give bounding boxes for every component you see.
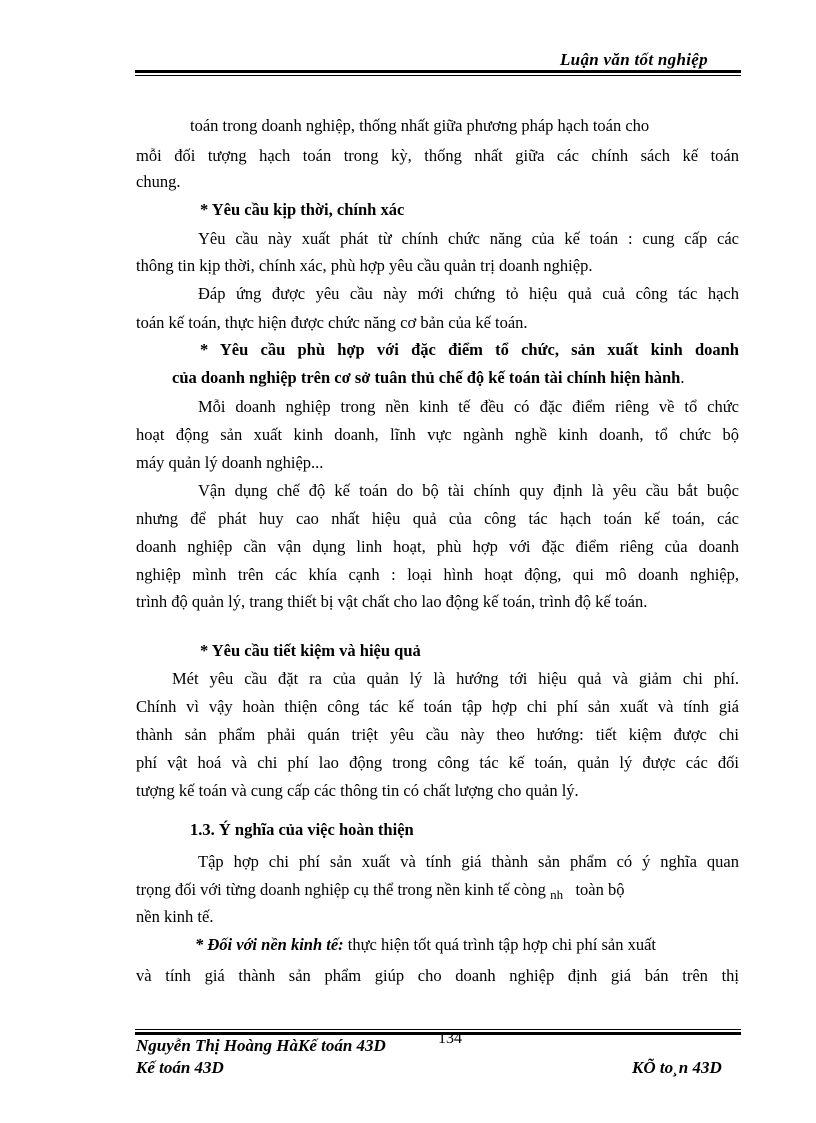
paragraph-line: phí vật hoá và chi phí lao động trong công tác kế toán, quản lý được các đối xyxy=(136,753,739,772)
paragraph-line: nghiệp mình trên các khía cạnh : loại hình hoạt động, qui mô doanh nghiệp, xyxy=(136,565,739,584)
paragraph-line: trọng đối với từng doanh nghiệp cụ thể trong nền kinh tế còng $_{nh}$ toàn bộ xyxy=(136,880,625,902)
paragraph-line: Chính vì vậy hoàn thiện công tác kế toán tập hợp chi phí sản xuất và tính giá xyxy=(136,697,739,716)
paragraph-line: toán kế toán, thực hiện được chức năng cơ bản của kế toán. xyxy=(136,313,528,332)
paragraph-line: mỗi đối tượng hạch toán trong kỳ, thống nhất giữa các chính sách kế toán xyxy=(136,146,739,165)
paragraph-line: Vận dụng chế độ kế toán do bộ tài chính quy định là yêu cầu bắt buộc xyxy=(198,481,739,500)
footer-author: Nguyễn Thị Hoàng HàKế toán 43D xyxy=(136,1036,386,1055)
paragraph-line: và tính giá thành sản phẩm giúp cho doanh nghiệp định giá bán trên thị xyxy=(136,966,739,985)
paragraph-line: nhưng để phát huy cao nhất hiệu quả của công tác hạch toán kế toán, các xyxy=(136,509,739,528)
paragraph-line: Mét yêu cầu đặt ra của quản lý là hướng tới hiệu quả và giảm chi phí. xyxy=(172,669,739,688)
running-header-title: Luận văn tốt nghiệp xyxy=(560,50,708,69)
paragraph-line: chung. xyxy=(136,172,181,191)
footer-class-right: KÕ to¸n 43D xyxy=(632,1058,722,1077)
paragraph-line: Mỗi doanh nghiệp trong nền kinh tế đều có đặc điểm riêng về tổ chức xyxy=(198,397,739,416)
paragraph-line: doanh nghiệp cần vận dụng linh hoạt, phù hợp với đặc điểm riêng của doanh xyxy=(136,537,739,556)
section-heading: * Yêu cầu tiết kiệm và hiệu quả xyxy=(200,641,421,660)
paragraph-line: thông tin kịp thời, chính xác, phù hợp yêu cầu quản trị doanh nghiệp. xyxy=(136,256,593,275)
header-rule-thin xyxy=(135,75,741,76)
paragraph-line: tượng kế toán và cung cấp các thông tin có chất lượng cho quản lý. xyxy=(136,781,579,800)
section-heading: * Yêu cầu kịp thời, chính xác xyxy=(200,200,405,219)
paragraph-line: toán trong doanh nghiệp, thống nhất giữa phương pháp hạch toán cho xyxy=(190,116,650,135)
section-heading-cont: của doanh nghiệp trên cơ sở tuân thủ chế độ kế toán tài chính hiện hành. xyxy=(172,368,685,387)
paragraph-line: nền kinh tế. xyxy=(136,907,214,926)
paragraph-line: * Đối với nền kinh tế: thực hiện tốt quá trình tập hợp chi phí sản xuất xyxy=(195,935,656,954)
paragraph-line: hoạt động sản xuất kinh doanh, lĩnh vực ngành nghề kinh doanh, tổ chức bộ xyxy=(136,425,739,444)
paragraph-line: thành sản phẩm phải quán triệt yêu cầu này theo hướng: tiết kiệm được chi xyxy=(136,725,739,744)
section-heading: 1.3. Ý nghĩa của việc hoàn thiện xyxy=(190,820,414,839)
paragraph-line: trình độ quản lý, trang thiết bị vật chất cho lao động kế toán, trình độ kế toán. xyxy=(136,592,648,611)
footer-class-left: Kế toán 43D xyxy=(136,1058,224,1077)
header-rule xyxy=(135,70,741,73)
section-heading: * Yêu cầu phù hợp với đặc điểm tổ chức, sản xuất kinh doanh xyxy=(200,340,739,359)
paragraph-line: máy quản lý doanh nghiệp... xyxy=(136,453,324,472)
paragraph-line: Tập hợp chi phí sản xuất và tính giá thành sản phẩm có ý nghĩa quan xyxy=(198,852,739,871)
paragraph-line: Đáp ứng được yêu cầu này mới chứng tỏ hiệu quả cuả công tác hạch xyxy=(198,284,739,303)
paragraph-line: Yêu cầu này xuất phát từ chính chức năng của kế toán : cung cấp các xyxy=(198,229,739,248)
page-number: 134 xyxy=(438,1030,462,1047)
